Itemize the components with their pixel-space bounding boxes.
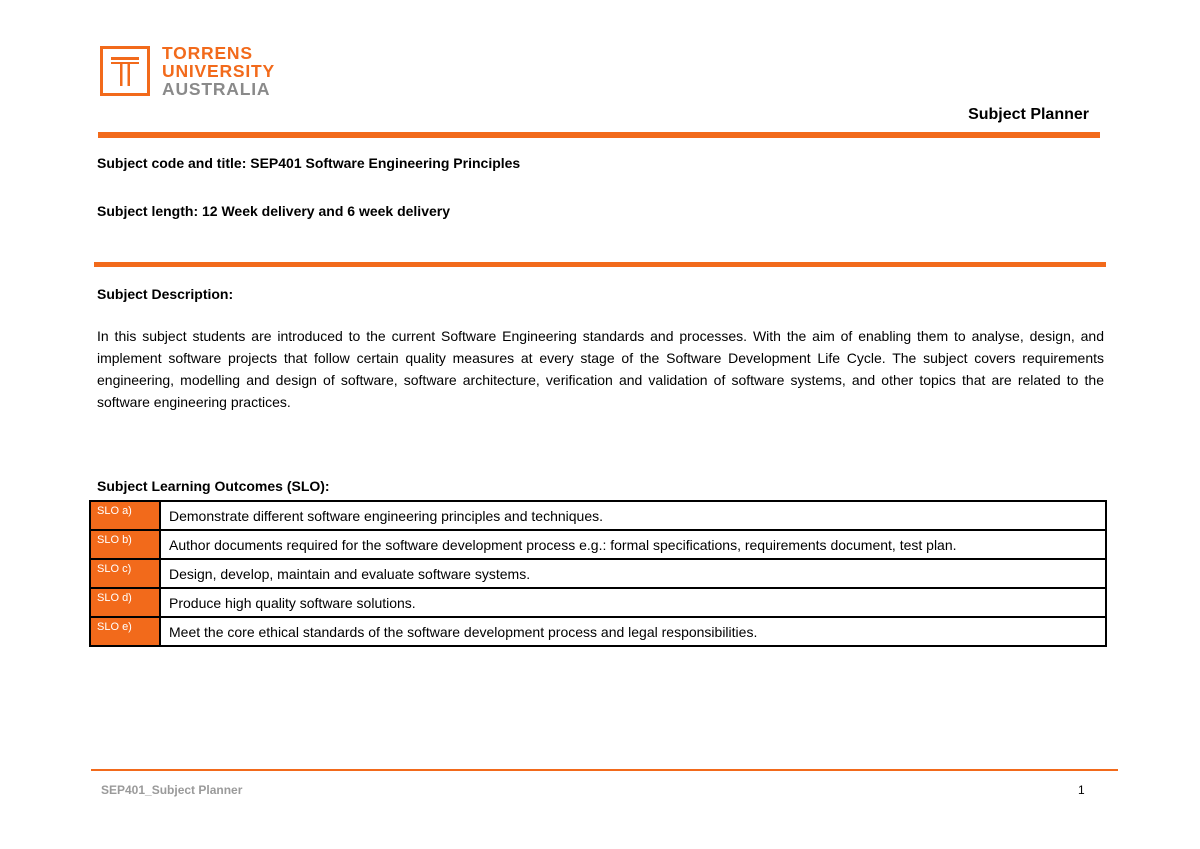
slo-text: Author documents required for the software development process e.g.: formal specifications, requirements document, test plan.	[160, 530, 1106, 559]
logo-line-3: AUSTRALIA	[162, 79, 271, 99]
slo-text: Design, develop, maintain and evaluate software systems.	[160, 559, 1106, 588]
section-divider	[94, 262, 1106, 267]
header-divider	[98, 132, 1100, 138]
description-body: In this subject students are introduced to the current Software Engineering standards and processes. With the aim of enabling them to analyse, design, and implement software projects that follow certain quality measures at every stage of the Software Development Life Cycle. The subject covers requirements engineering, modelling and design of software, software architecture, verification and validation of software systems, and other topics that are related to the software engineering practices.	[97, 328, 1104, 410]
logo-line-2: UNIVERSITY	[162, 61, 276, 81]
slo-text: Meet the core ethical standards of the software development process and legal responsibilities.	[160, 617, 1106, 646]
table-row	[90, 530, 1106, 559]
logo-mark-icon	[100, 46, 150, 96]
table-row	[90, 617, 1106, 646]
table-row	[90, 588, 1106, 617]
slo-table	[89, 500, 1107, 647]
table-row	[90, 501, 1106, 530]
page-number: 1	[1078, 783, 1085, 797]
slo-heading: Subject Learning Outcomes (SLO):	[97, 478, 330, 494]
footer-document-name: SEP401_Subject Planner	[101, 783, 243, 797]
slo-code: SLO a)	[90, 501, 160, 530]
logo-line-1: TORRENS	[162, 43, 253, 63]
subject-length: Subject length: 12 Week delivery and 6 week delivery	[97, 203, 451, 219]
slo-code: SLO c)	[90, 559, 160, 588]
subject-code-title: Subject code and title: SEP401 Software Engineering Principles	[97, 155, 521, 171]
page-title: Subject Planner	[968, 106, 1089, 123]
description-heading: Subject Description:	[97, 286, 234, 302]
slo-text: Demonstrate different software engineering principles and techniques.	[160, 501, 1106, 530]
table-row	[90, 559, 1106, 588]
university-logo	[100, 43, 290, 100]
footer-divider	[91, 769, 1118, 771]
logo-wordmark	[162, 44, 275, 98]
slo-text: Produce high quality software solutions.	[160, 588, 1106, 617]
slo-code: SLO e)	[90, 617, 160, 646]
slo-code: SLO d)	[90, 588, 160, 617]
slo-code: SLO b)	[90, 530, 160, 559]
